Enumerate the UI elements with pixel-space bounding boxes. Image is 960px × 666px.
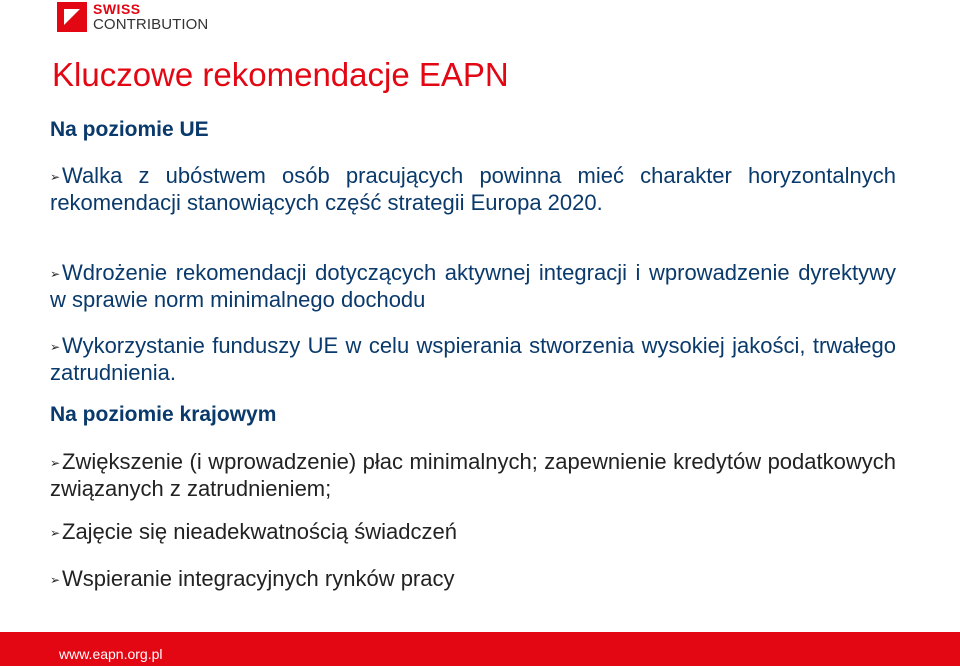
bullet-item	[50, 333, 896, 386]
bullet-text: Wdrożenie rekomendacji dotyczących aktywnej integracji i wprowadzenie dyrektywy w sprawie norm minimalnego dochodu	[50, 260, 896, 312]
footer-url: www.eapn.org.pl	[59, 646, 163, 662]
arrow-bullet-icon: ➢	[50, 573, 61, 587]
bullet-text: Wspieranie integracyjnych rynków pracy	[62, 566, 455, 591]
logo-line-2: CONTRIBUTION	[93, 16, 209, 33]
slide-title: Kluczowe rekomendacje EAPN	[52, 56, 509, 93]
logo-text	[93, 2, 208, 33]
arrow-bullet-icon: ➢	[50, 526, 61, 540]
section-heading-eu: Na poziomie UE	[50, 118, 209, 141]
bullet-item	[50, 519, 457, 546]
footer-bar	[0, 632, 960, 666]
arrow-bullet-icon: ➢	[50, 456, 61, 470]
section-heading-national: Na poziomie krajowym	[50, 403, 277, 426]
bullet-text: Zajęcie się nieadekwatnością świadczeń	[62, 519, 457, 544]
arrow-bullet-icon: ➢	[50, 267, 61, 281]
bullet-item	[50, 449, 896, 502]
bullet-item	[50, 260, 896, 313]
bullet-text: Wykorzystanie funduszy UE w celu wspierania stworzenia wysokiej jakości, trwałego zatrudnienia.	[50, 333, 896, 385]
arrow-bullet-icon: ➢	[50, 170, 61, 184]
bullet-item	[50, 566, 455, 593]
bullet-text: Walka z ubóstwem osób pracujących powinna mieć charakter horyzontalnych rekomendacji stanowiących część strategii Europa 2020.	[50, 163, 896, 215]
bullet-item	[50, 163, 896, 216]
arrow-bullet-icon: ➢	[50, 340, 61, 354]
swiss-flag-icon	[57, 2, 87, 32]
bullet-text: Zwiększenie (i wprowadzenie) płac minimalnych; zapewnienie kredytów podatkowych związanych z zatrudnieniem;	[50, 449, 896, 501]
logo-line-1: SWISS	[93, 1, 141, 17]
